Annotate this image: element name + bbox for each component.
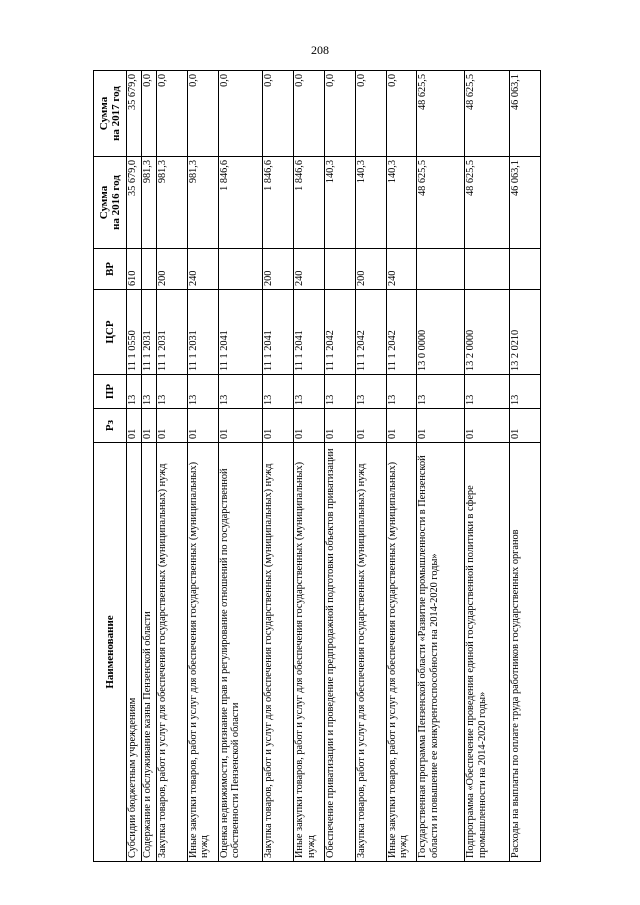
cell-sum-2017: 0,0 [156, 71, 187, 157]
cell-vr [510, 249, 541, 290]
cell-rz: 01 [465, 409, 510, 443]
cell-csr: 11 1 2031 [187, 290, 218, 375]
cell-sum-2016: 35 679,0 [127, 157, 142, 249]
table-row [263, 71, 294, 862]
cell-name: Закупка товаров, работ и услуг для обеспечения государственных (муниципальных) нужд [263, 443, 294, 862]
header-vr: ВР [94, 249, 127, 290]
cell-rz: 01 [510, 409, 541, 443]
cell-vr: 240 [187, 249, 218, 290]
header-rz: Рз [94, 409, 127, 443]
header-name: Наименование [94, 443, 127, 862]
cell-sum-2017: 35 679,0 [127, 71, 142, 157]
page-number: 208 [311, 43, 329, 57]
cell-rz: 01 [187, 409, 218, 443]
cell-sum-2017: 46 063,1 [510, 71, 541, 157]
cell-rz: 01 [141, 409, 156, 443]
header-pr: ПР [94, 375, 127, 409]
cell-sum-2016: 981,3 [156, 157, 187, 249]
cell-rz: 01 [218, 409, 263, 443]
cell-pr: 13 [218, 375, 263, 409]
cell-vr: 200 [263, 249, 294, 290]
cell-sum-2016: 1 846,6 [218, 157, 263, 249]
cell-sum-2016: 140,3 [324, 157, 355, 249]
cell-name: Государственная программа Пензенской области «Развитие промышленности в Пензенской области и повышение ее конкурентоспособности на 2014-2020 годы» [417, 443, 465, 862]
cell-rz: 01 [294, 409, 325, 443]
cell-sum-2016: 140,3 [386, 157, 417, 249]
table-row [324, 71, 355, 862]
cell-pr: 13 [324, 375, 355, 409]
cell-pr: 13 [127, 375, 142, 409]
cell-name: Субсидии бюджетным учреждениям [127, 443, 142, 862]
cell-rz: 01 [386, 409, 417, 443]
table-row [386, 71, 417, 862]
table-row [355, 71, 386, 862]
cell-sum-2016: 1 846,6 [294, 157, 325, 249]
cell-sum-2017: 0,0 [355, 71, 386, 157]
cell-sum-2017: 0,0 [294, 71, 325, 157]
cell-name: Обеспечение приватизации и проведение предпродажной подготовки объектов приватизации [324, 443, 355, 862]
budget-table [93, 70, 541, 862]
cell-csr: 11 1 2042 [386, 290, 417, 375]
cell-vr [417, 249, 465, 290]
table-row [127, 71, 142, 862]
cell-sum-2016: 48 625,5 [417, 157, 465, 249]
cell-csr: 11 1 2031 [156, 290, 187, 375]
cell-name: Содержание и обслуживание казны Пензенской области [141, 443, 156, 862]
cell-vr [218, 249, 263, 290]
cell-pr: 13 [355, 375, 386, 409]
table-row [218, 71, 263, 862]
cell-sum-2016: 981,3 [141, 157, 156, 249]
cell-pr: 13 [294, 375, 325, 409]
table-row [465, 71, 510, 862]
cell-name: Иные закупки товаров, работ и услуг для обеспечения государственных (муниципальных) нужд [386, 443, 417, 862]
cell-pr: 13 [510, 375, 541, 409]
cell-pr: 13 [417, 375, 465, 409]
table-row [510, 71, 541, 862]
cell-name: Иные закупки товаров, работ и услуг для обеспечения государственных (муниципальных) нужд [294, 443, 325, 862]
cell-sum-2016: 981,3 [187, 157, 218, 249]
cell-vr: 240 [386, 249, 417, 290]
cell-vr: 200 [355, 249, 386, 290]
cell-rz: 01 [417, 409, 465, 443]
cell-sum-2017: 48 625,5 [465, 71, 510, 157]
table-header-row [94, 71, 127, 862]
cell-vr [465, 249, 510, 290]
table-row [156, 71, 187, 862]
header-sum-2017-line2: на 2017 год [110, 86, 122, 141]
cell-csr: 11 1 2042 [324, 290, 355, 375]
cell-sum-2017: 0,0 [141, 71, 156, 157]
cell-vr: 610 [127, 249, 142, 290]
cell-pr: 13 [141, 375, 156, 409]
header-csr: ЦСР [94, 290, 127, 375]
cell-name: Закупка товаров, работ и услуг для обеспечения государственных (муниципальных) нужд [156, 443, 187, 862]
cell-name: Иные закупки товаров, работ и услуг для обеспечения государственных (муниципальных) нужд [187, 443, 218, 862]
cell-pr: 13 [386, 375, 417, 409]
cell-pr: 13 [263, 375, 294, 409]
cell-pr: 13 [187, 375, 218, 409]
header-sum-2016-line2: на 2016 год [110, 175, 122, 230]
cell-csr: 11 1 0550 [127, 290, 142, 375]
cell-name: Оценка недвижимости, признание прав и регулирование отношений по государственной собственности Пензенской области [218, 443, 263, 862]
cell-rz: 01 [263, 409, 294, 443]
cell-sum-2016: 48 625,5 [465, 157, 510, 249]
cell-csr: 11 1 2042 [355, 290, 386, 375]
table-row [141, 71, 156, 862]
cell-sum-2017: 0,0 [187, 71, 218, 157]
header-sum-2017 [94, 71, 127, 157]
table-row [417, 71, 465, 862]
cell-csr: 11 1 2041 [263, 290, 294, 375]
table-row [294, 71, 325, 862]
cell-rz: 01 [127, 409, 142, 443]
cell-csr: 11 1 2031 [141, 290, 156, 375]
rotated-table-wrapper [93, 71, 541, 862]
cell-rz: 01 [355, 409, 386, 443]
header-sum-2017-line1: Сумма [97, 96, 110, 131]
cell-sum-2017: 0,0 [263, 71, 294, 157]
cell-rz: 01 [324, 409, 355, 443]
cell-csr: 11 1 2041 [294, 290, 325, 375]
cell-sum-2017: 0,0 [324, 71, 355, 157]
cell-pr: 13 [156, 375, 187, 409]
cell-name: Подпрограмма «Обеспечение проведения единой государственной политики в сфере промышленности на 2014-2020 годы» [465, 443, 510, 862]
cell-sum-2016: 46 063,1 [510, 157, 541, 249]
cell-csr: 13 2 0000 [465, 290, 510, 375]
cell-name: Расходы на выплаты по оплате труда работников государственных органов [510, 443, 541, 862]
cell-csr: 13 0 0000 [417, 290, 465, 375]
cell-csr: 11 1 2041 [218, 290, 263, 375]
cell-vr: 240 [294, 249, 325, 290]
table-row [187, 71, 218, 862]
cell-pr: 13 [465, 375, 510, 409]
header-sum-2016-line1: Сумма [97, 185, 110, 220]
cell-csr: 13 2 0210 [510, 290, 541, 375]
cell-vr: 200 [156, 249, 187, 290]
cell-name: Закупка товаров, работ и услуг для обеспечения государственных (муниципальных) нужд [355, 443, 386, 862]
cell-vr [141, 249, 156, 290]
cell-vr [324, 249, 355, 290]
cell-sum-2017: 0,0 [386, 71, 417, 157]
cell-sum-2017: 0,0 [218, 71, 263, 157]
cell-sum-2017: 48 625,5 [417, 71, 465, 157]
cell-sum-2016: 140,3 [355, 157, 386, 249]
header-sum-2016 [94, 157, 127, 249]
cell-sum-2016: 1 846,6 [263, 157, 294, 249]
cell-rz: 01 [156, 409, 187, 443]
